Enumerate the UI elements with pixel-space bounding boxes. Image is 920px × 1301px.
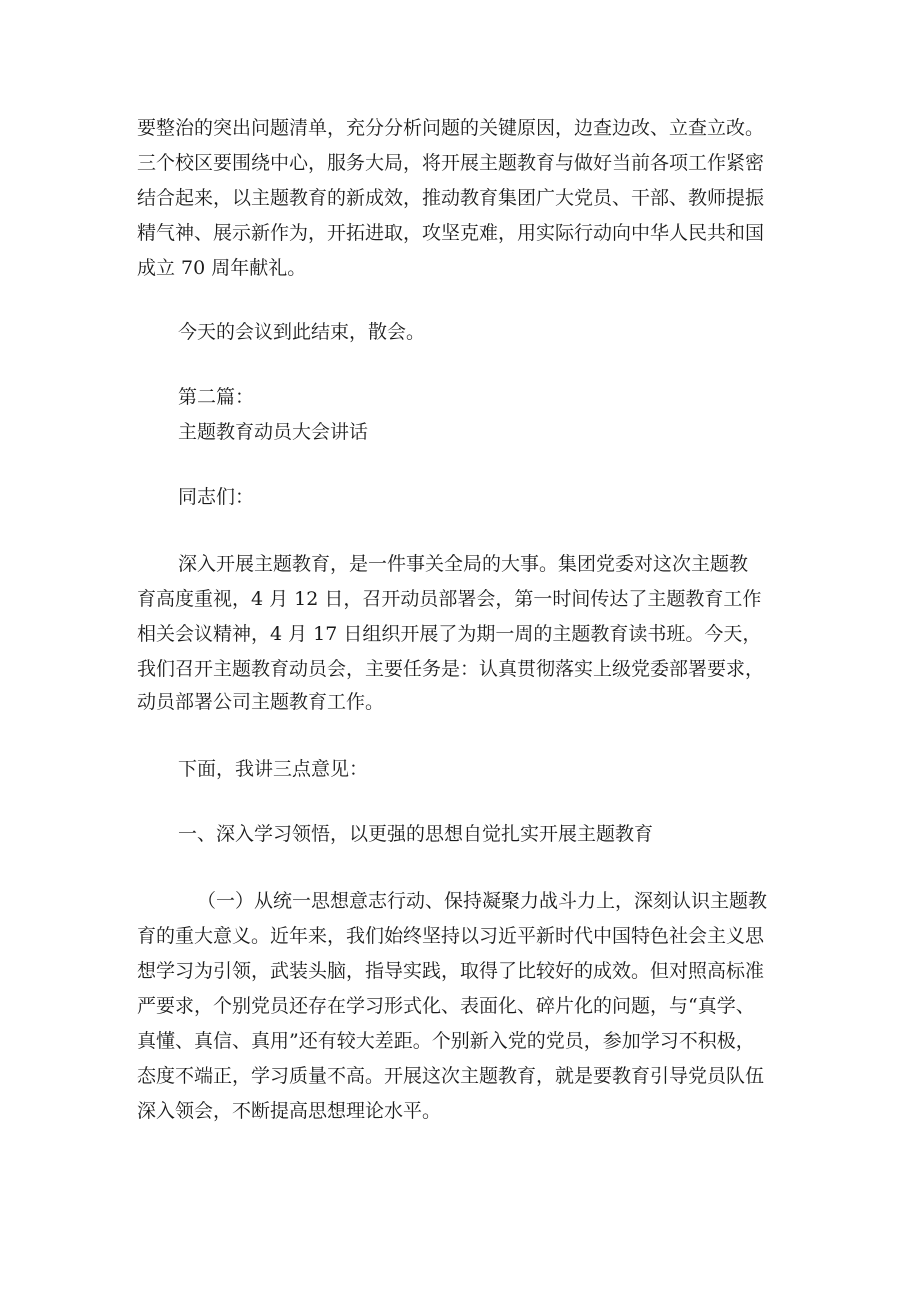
text-line: 深入领会，不断提高思想理论水平。 (137, 1100, 442, 1122)
text-line: 我们召开主题教育动员会，主要任务是：认真贯彻落实上级党委部署要求， (137, 658, 765, 680)
text-line: 想学习为引领，武装头脑，指导实践，取得了比较好的成效。但对照高标准 (137, 960, 765, 982)
salutation: 同志们： (178, 486, 255, 508)
closing-line: 今天的会议到此结束，散会。 (178, 321, 426, 343)
text-line: 相关会议精神，4 月 17 日组织开展了为期一周的主题教育读书班。今天， (137, 623, 762, 645)
text-line: 态度不端正，学习质量不高。开展这次主题教育，就是要教育引导党员队伍 (137, 1065, 765, 1087)
heading-1: 一、深入学习领悟，以更强的思想自觉扎实开展主题教育 (178, 823, 654, 845)
section-title: 主题教育动员大会讲话 (178, 421, 369, 443)
text-line: 育的重大意义。近年来，我们始终坚持以习近平新时代中国特色社会主义思 (137, 925, 765, 947)
text-line: 下面，我讲三点意见： (178, 758, 369, 780)
text-line: 育高度重视，4 月 12 日，召开动员部署会，第一时间传达了主题教育工作 (137, 588, 762, 610)
text-line: 精气神、展示新作为，开拓进取，攻坚克难，用实际行动向中华人民共和国 (137, 222, 765, 244)
text-line: 要整治的突出问题清单，充分分析问题的关键原因，边查边改、立查立改。 (137, 117, 765, 139)
text-line: 严要求，个别党员还存在学习形式化、表面化、碎片化的问题，与“真学、 (137, 995, 755, 1017)
text-line: 深入开展主题教育，是一件事关全局的大事。集团党委对这次主题教 (178, 553, 749, 575)
section-label: 第二篇： (178, 386, 255, 408)
text-line: 三个校区要围绕中心，服务大局，将开展主题教育与做好当前各项工作紧密 (137, 152, 765, 174)
text-line: 动员部署公司主题教育工作。 (137, 691, 385, 713)
text-line: 成立 70 周年献礼。 (137, 257, 307, 279)
text-line: 结合起来，以主题教育的新成效，推动教育集团广大党员、干部、教师提振 (137, 187, 765, 209)
text-line: （一）从统一思想意志行动、保持凝聚力战斗力上，深刻认识主题教 (197, 890, 768, 912)
text-line: 真懂、真信、真用”还有较大差距。个别新入党的党员，参加学习不积极， (137, 1030, 755, 1052)
